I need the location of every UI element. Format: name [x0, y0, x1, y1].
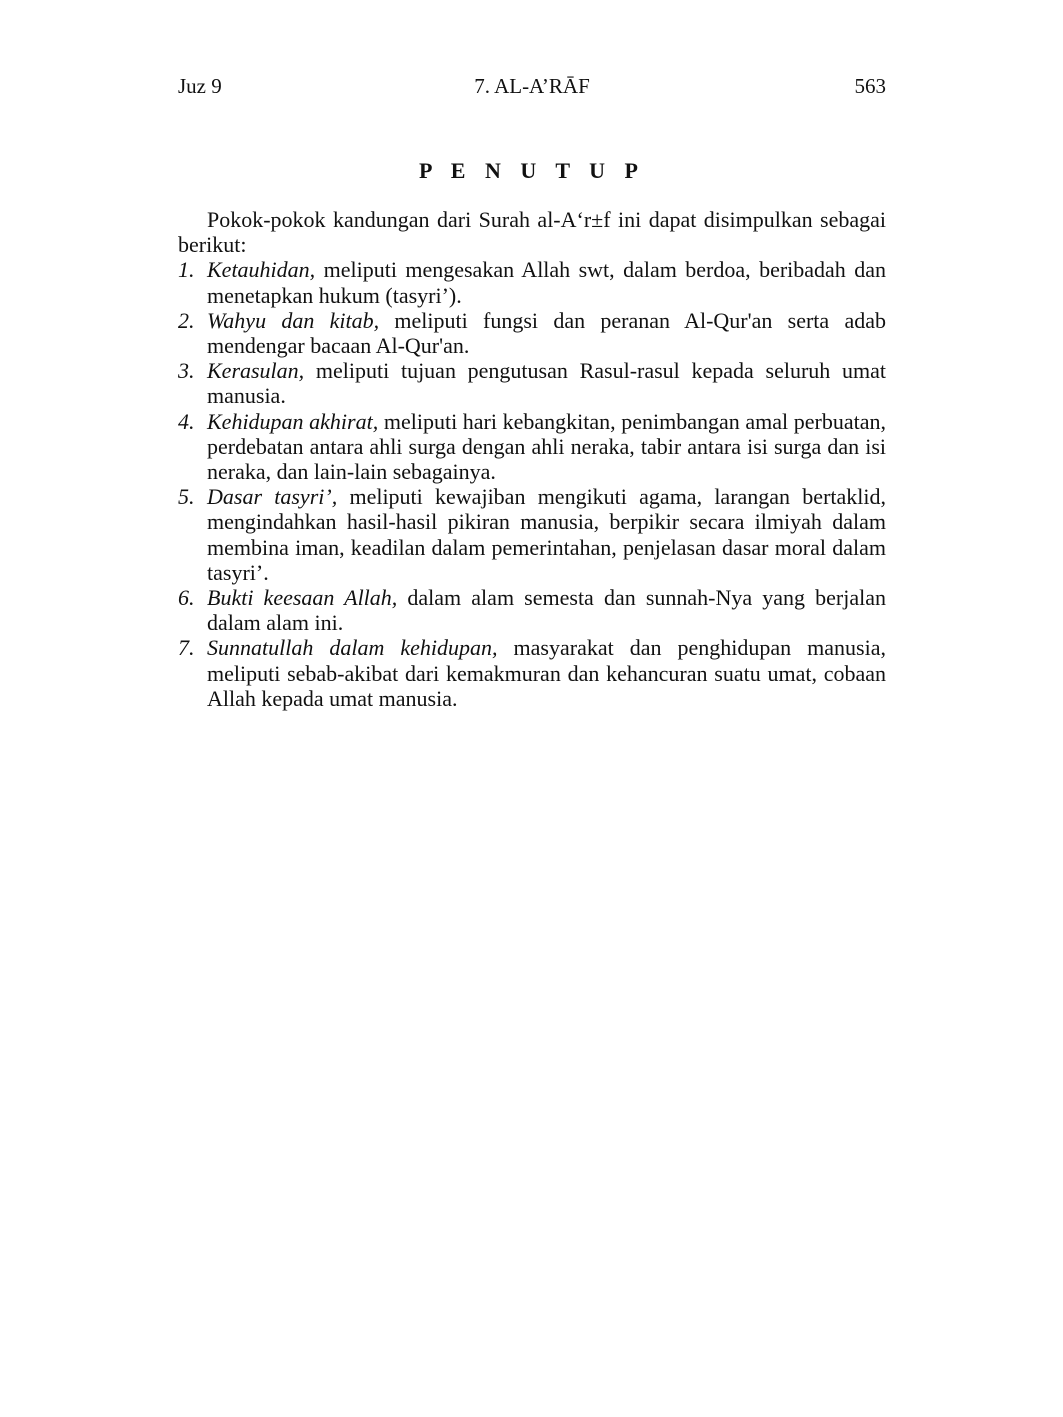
item-number: 4.: [178, 408, 195, 434]
item-term: Sunnatullah dalam kehidupan,: [207, 635, 498, 661]
item-term: Kehidupan akhirat,: [207, 408, 379, 434]
list-item: [178, 484, 886, 585]
list-item: [178, 257, 886, 307]
list-item: [178, 409, 886, 485]
list-item: [178, 585, 886, 635]
item-term: Dasar tasyri’,: [207, 484, 338, 510]
item-text: meliputi kewajiban mengikuti agama, larangan bertaklid, mengindahkan hasil-hasil pikiran manusia, berpikir secara ilmiyah dalam membina iman, keadilan dalam pemerintahan, penjelasan dasar moral dalam tasyri’.: [207, 484, 886, 585]
item-term: Bukti keesaan Allah,: [207, 585, 398, 611]
item-term: Wahyu dan kitab,: [207, 307, 380, 333]
item-text: meliputi mengesakan Allah swt, dalam berdoa, beribadah dan menetapkan hukum (tasyri’).: [207, 257, 886, 308]
item-term: Ketauhidan,: [207, 257, 316, 283]
section-title: P E N U T U P: [419, 158, 645, 183]
list-item: [178, 635, 886, 711]
page-body: [178, 207, 886, 711]
summary-list: [178, 257, 886, 711]
item-number: 1.: [178, 257, 195, 283]
item-text: meliputi fungsi dan peranan Al-Qur'an serta adab mendengar bacaan Al-Qur'an.: [207, 307, 886, 359]
item-number: 5.: [178, 484, 195, 510]
item-number: 6.: [178, 585, 195, 611]
item-number: 7.: [178, 635, 195, 661]
item-text: masyarakat dan penghidupan manusia, meliputi sebab-akibat dari kemakmuran dan kehancuran suatu umat, cobaan Allah kepada umat manusia.: [207, 635, 886, 711]
item-text: dalam alam semesta dan sunnah-Nya yang berjalan dalam alam ini.: [207, 585, 886, 636]
surah-title: 7. AL-A’RĀF: [474, 74, 590, 98]
juz-label: Juz 9: [178, 74, 222, 98]
item-number: 3.: [178, 358, 195, 384]
page-header: [178, 74, 886, 104]
item-term: Kerasulan,: [207, 358, 305, 384]
item-text: meliputi hari kebangkitan, penimbangan amal perbuatan, perdebatan antara ahli surga dengan ahli neraka, tabir antara isi surga dan isi neraka, dan lain-lain sebagainya.: [207, 408, 886, 485]
intro-paragraph: Pokok-pokok kandungan dari Surah al-A‘r±f ini dapat disimpulkan sebagai berikut:: [178, 207, 886, 258]
list-item: [178, 308, 886, 358]
page-number: 563: [854, 74, 886, 98]
list-item: [178, 358, 886, 408]
item-text: meliputi tujuan pengutusan Rasul-rasul kepada seluruh umat manusia.: [207, 358, 886, 409]
item-number: 2.: [178, 307, 195, 333]
